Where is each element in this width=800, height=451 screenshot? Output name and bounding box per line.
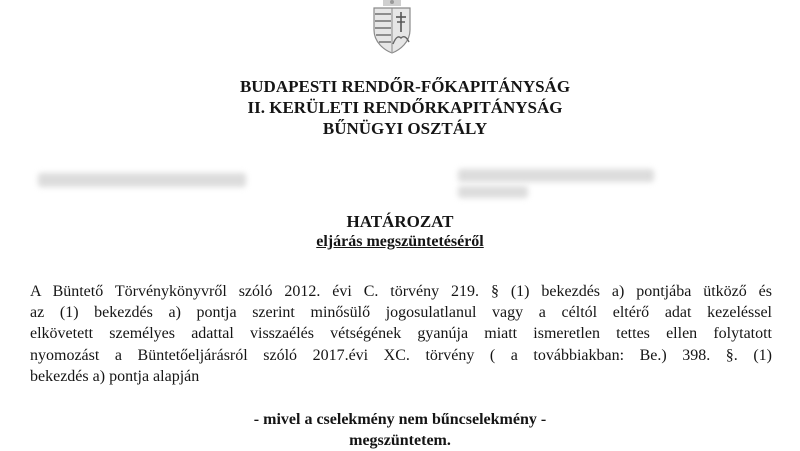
header-line-3: BŰNÜGYI OSZTÁLY <box>322 119 488 138</box>
decision-reason: - mivel a cselekmény nem bűncselekmény - <box>253 411 547 428</box>
body-line: bekezdés a) pontja alapján <box>30 367 200 385</box>
coat-of-arms-icon <box>370 0 414 54</box>
redacted-case-officer <box>458 169 654 182</box>
redacted-case-officer-detail <box>458 186 528 198</box>
redacted-reference-number <box>38 173 246 187</box>
body-line: nyomozást a Büntetőeljárásról szóló 2017.évi XC. törvény ( a továbbiakban: Be.) 398. §. (1) <box>30 346 772 364</box>
document-subtitle-text: eljárás megszüntetéséről <box>316 233 484 250</box>
document-title: HATÁROZAT <box>346 212 454 231</box>
decision-verdict: megszüntetem. <box>349 432 451 449</box>
body-line: az (1) bekezdés a) pontja szerint minősülő jogosulatlanul vagy a céltól eltérő adat kezeléssel <box>30 304 772 322</box>
document-subtitle <box>0 232 800 252</box>
letterhead <box>0 76 800 139</box>
document-body <box>30 281 772 387</box>
body-line: elkövetett személyes adattal visszaélés vétségének gyanúja miatt ismeretlen tettes ellen folytatott <box>30 325 772 343</box>
decision <box>0 409 800 451</box>
header-line-1: BUDAPESTI RENDŐR-FŐKAPITÁNYSÁG <box>239 77 571 96</box>
header-line-2: II. KERÜLETI RENDŐRKAPITÁNYSÁG <box>247 98 563 117</box>
body-line: A Büntető Törvénykönyvről szóló 2012. évi C. törvény 219. § (1) bekezdés a) pontjába ütköző és <box>30 283 772 300</box>
